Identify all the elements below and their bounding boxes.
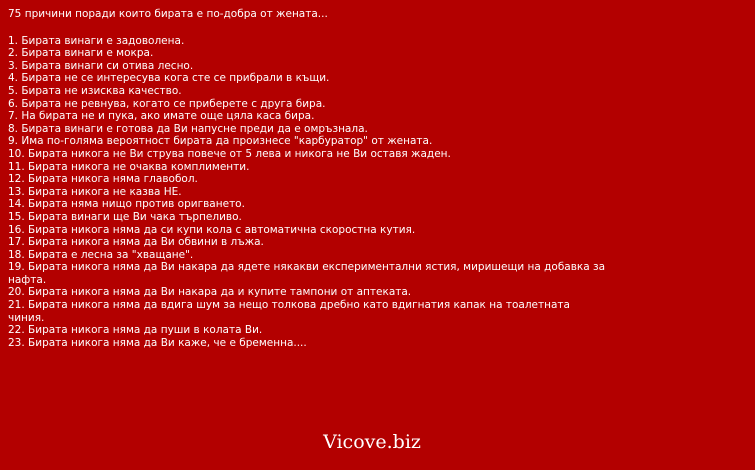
list-item: 19. Бирата никога няма да Ви накара да ядете някакви експериментални ястия, миришещи на добавка за нафта. — [8, 261, 606, 286]
list-item: 9. Има по-голяма вероятност бирата да произнесе "карбуратор" от жената. — [8, 135, 433, 148]
site-watermark: Vicove.biz — [323, 431, 421, 453]
list-item: 20. Бирата никога няма да Ви накара да и купите тампони от аптеката. — [8, 286, 412, 299]
list-item: 8. Бирата винаги е готова да Ви напусне преди да е омръзнала. — [8, 122, 368, 135]
list-item: 5. Бирата не изисква качество. — [8, 84, 182, 97]
joke-content — [8, 8, 608, 349]
list-item: 21. Бирата никога няма да вдига шум за нещо толкова дребно като вдигнатия капак на тоалетната чиния. — [8, 299, 570, 324]
list-item: 16. Бирата никога няма да си купи кола с автоматична скоростна кутия. — [8, 223, 416, 236]
list-item: 13. Бирата никога не казва НЕ. — [8, 185, 182, 198]
list-item: 2. Бирата винаги е мокра. — [8, 47, 154, 60]
list-item: 7. На бирата не и пука, ако имате още цяла каса бира. — [8, 110, 315, 123]
list-item: 3. Бирата винаги си отива лесно. — [8, 59, 194, 72]
list-item: 15. Бирата винаги ще Ви чака търпеливо. — [8, 210, 242, 223]
list-item: 17. Бирата никога няма да Ви обвини в лъжа. — [8, 236, 264, 249]
list-item: 23. Бирата никога няма да Ви каже, че е бременна.... — [8, 336, 307, 349]
list-item: 1. Бирата винаги е задоволена. — [8, 34, 185, 47]
list-item: 22. Бирата никога няма да пуши в колата Ви. — [8, 324, 263, 337]
list-item: 10. Бирата никога не Ви струва повече от 5 лева и никога не Ви оставя жаден. — [8, 147, 451, 160]
list-item: 6. Бирата не ревнува, когато се приберете с друга бира. — [8, 97, 326, 110]
list-item: 11. Бирата никога не очаква комплименти. — [8, 160, 250, 173]
page-title: 75 причини поради които бирата е по-добра от жената... — [8, 8, 328, 20]
list-item: 18. Бирата е лесна за "хващане". — [8, 248, 194, 261]
reasons-list — [8, 35, 608, 350]
list-item: 4. Бирата не се интересува кога сте се прибрали в къщи. — [8, 72, 330, 85]
list-item: 14. Бирата няма нищо против оригването. — [8, 198, 245, 211]
list-item: 12. Бирата никога няма главобол. — [8, 173, 198, 186]
